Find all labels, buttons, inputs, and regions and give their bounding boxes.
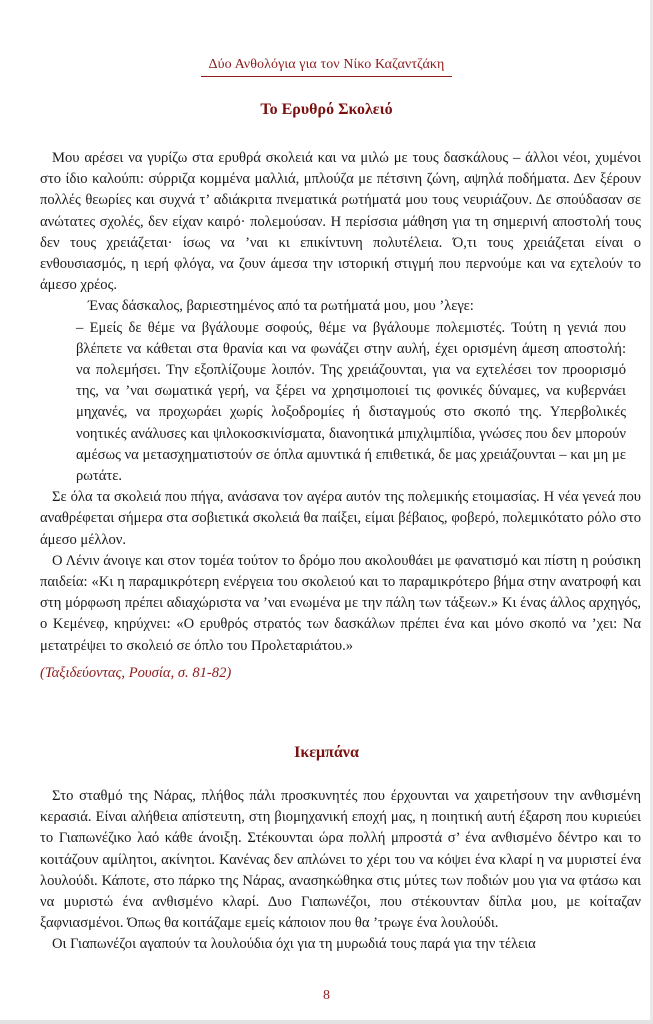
paragraph: Μου αρέσει να γυρίζω στα ερυθρά σκολειά και να μιλώ με τους δασκάλους – άλλοι νέοι, χυμένοι στο ίδιο καλούπι: σύρριζα κομμένα μαλλιά, μπλούζα με πέτσινη ζώνη, αψηλά ποδήματα. Δεν ξέρουν πολλές θεωρίες και συχνά τ’ αδιάκριτα πνεματικά ρωτήματά μου τους νευριάζουν. Δε σπούδασαν σε ανώτατες σχολές, δεν είχαν καιρό· πολεμούσαν. Η περίσσια μάθηση για τη σημερινή αποστολή τους δεν τους χρειάζεται· ίσως να ’ναι κι επικίντυνη πολυτέλεια. Ό,τι τους χρειάζεται είναι ο ενθουσιασμός, η ιερή φλόγα, να ζουν άμεσα την ιστορική στιγμή που περνούμε και να εχτελούν το άμεσο χρέος.	[40, 150, 641, 294]
paragraph: Στο σταθμό της Νάρας, πλήθος πάλι προσκυνητές που έρχουνται να χαιρετήσουν την ανθισμένη κερασιά. Είναι αλήθεια απίστευτη, στη βιομηχανική εποχή μας, η ποιητική αυτή έξαρση που κυριεύει το Γιαπωνέζικο λαό κάθε άνοιξη. Στέκουνται ώρα πολλή μπροστά σ’ ένα ανθισμένο δέντρο και το κοιτάζουν αμίλητοι, ακίνητοι. Κανένας δεν απλώνει το χέρι του να κόψει ένα κλαρί η να μυριστεί ένα λουλούδι. Κάποτε, στο πάρκο της Νάρας, ανασηκώθηκα στις μύτες των ποδιών μου για να φτάσω και να μυριστώ ένα ανθισμένο κλαρί. Δυο Γιαπωνέζοι, που στέκουνταν δίπλα μου, με κοίταζαν ξαφνιασμένοι. Όπως θα κοιτάζαμε εμείς κάποιον που θα ’τρωγε ένα λουλούδι.	[40, 788, 641, 932]
paragraph: Οι Γιαπωνέζοι αγαπούν τα λουλούδια όχι για τη μυρωδιά τους παρά για την τέλεια	[52, 936, 536, 953]
running-head	[0, 55, 653, 77]
quote-paragraph: – Εμείς δε θέμε να βγάλουμε σοφούς, θέμε να βγάλουμε πολεμιστές. Τούτη η γενιά που βλέπετε να κάθεται στα θρανία και να φωνάζει στην αυλή, έχει ορισμένη άμεση αποστολή: να πολεμήσει. Την εξοπλίζουμε λοιπόν. Της χρειάζουνται, για να εχτελέσει τον προορισμό της, να ’ναι σωματικά γερή, να ξέρει να χρησιμοποιεί τις φονικές δύναμες, να κυβερνάει μηχανές, να προχωράει χωρίς λοξοδρομίες ή δισταγμούς στο σκοπό της. Υπερβολικές νοητικές ανάλυσες και ψιλοκοσκινίσματα, διανοητικά μπιχλιμπίδια, γνώσες που δεν μπορούν αμέσως να μετασχηματιστούν σε όπλα αμυντικά ή επιθετικά, δε μας χρειάζουνται – και μη με ρωτάτε.	[76, 319, 626, 485]
paragraph: Σε όλα τα σκολειά που πήγα, ανάσανα τον αγέρα αυτόν της πολεμικής ετοιμασίας. Η νέα γενεά που αναθρέφεται σήμερα στα σοβιετικά σκολειά θα παίξει, είμαι βέβαιος, φοβερό, πολεμικότατο ρόλο στο άμεσο μέλλον.	[40, 489, 641, 548]
citation: (Ταξιδεύοντας, Ρουσία, σ. 81-82)	[40, 664, 232, 681]
page-edge	[0, 1020, 653, 1024]
section-body	[40, 786, 641, 956]
running-head-text: Δύο Ανθολόγια για τον Νίκο Καζαντζάκη	[201, 57, 453, 77]
paragraph: Ένας δάσκαλος, βαριεστημένος από τα ρωτήματά μου, μου ’λεγε:	[88, 298, 474, 315]
section-body	[40, 148, 641, 684]
section-title: Ικεμπάνα	[294, 744, 359, 761]
paragraph: Ο Λένιν άνοιγε και στον τομέα τούτον το δρόμο που ακολουθάει με φανατισμό και πίστη η ρούσικη παιδεία: «Κι η παραμικρότερη ενέργεια του σκολειού και το παραμικρότερο βήμα στην ανατροφή και στη μόρφωση πρέπει αδιαχώριστα να ’ναι ενωμένα με την πάλη των τάξεων.» Κι ένας άλλος αρχηγός, ο Κεμένεφ, κηρύχνει: «Ο ερυθρός στρατός των δασκάλων πρέπει ένα και μόνο σκοπό να ’χει: Να μετατρέψει το σκολειό σε όπλο του Προλεταριάτου.»	[40, 552, 641, 654]
section-title: Το Ερυθρό Σκολειό	[260, 101, 393, 118]
page-number: 8	[323, 988, 330, 1003]
